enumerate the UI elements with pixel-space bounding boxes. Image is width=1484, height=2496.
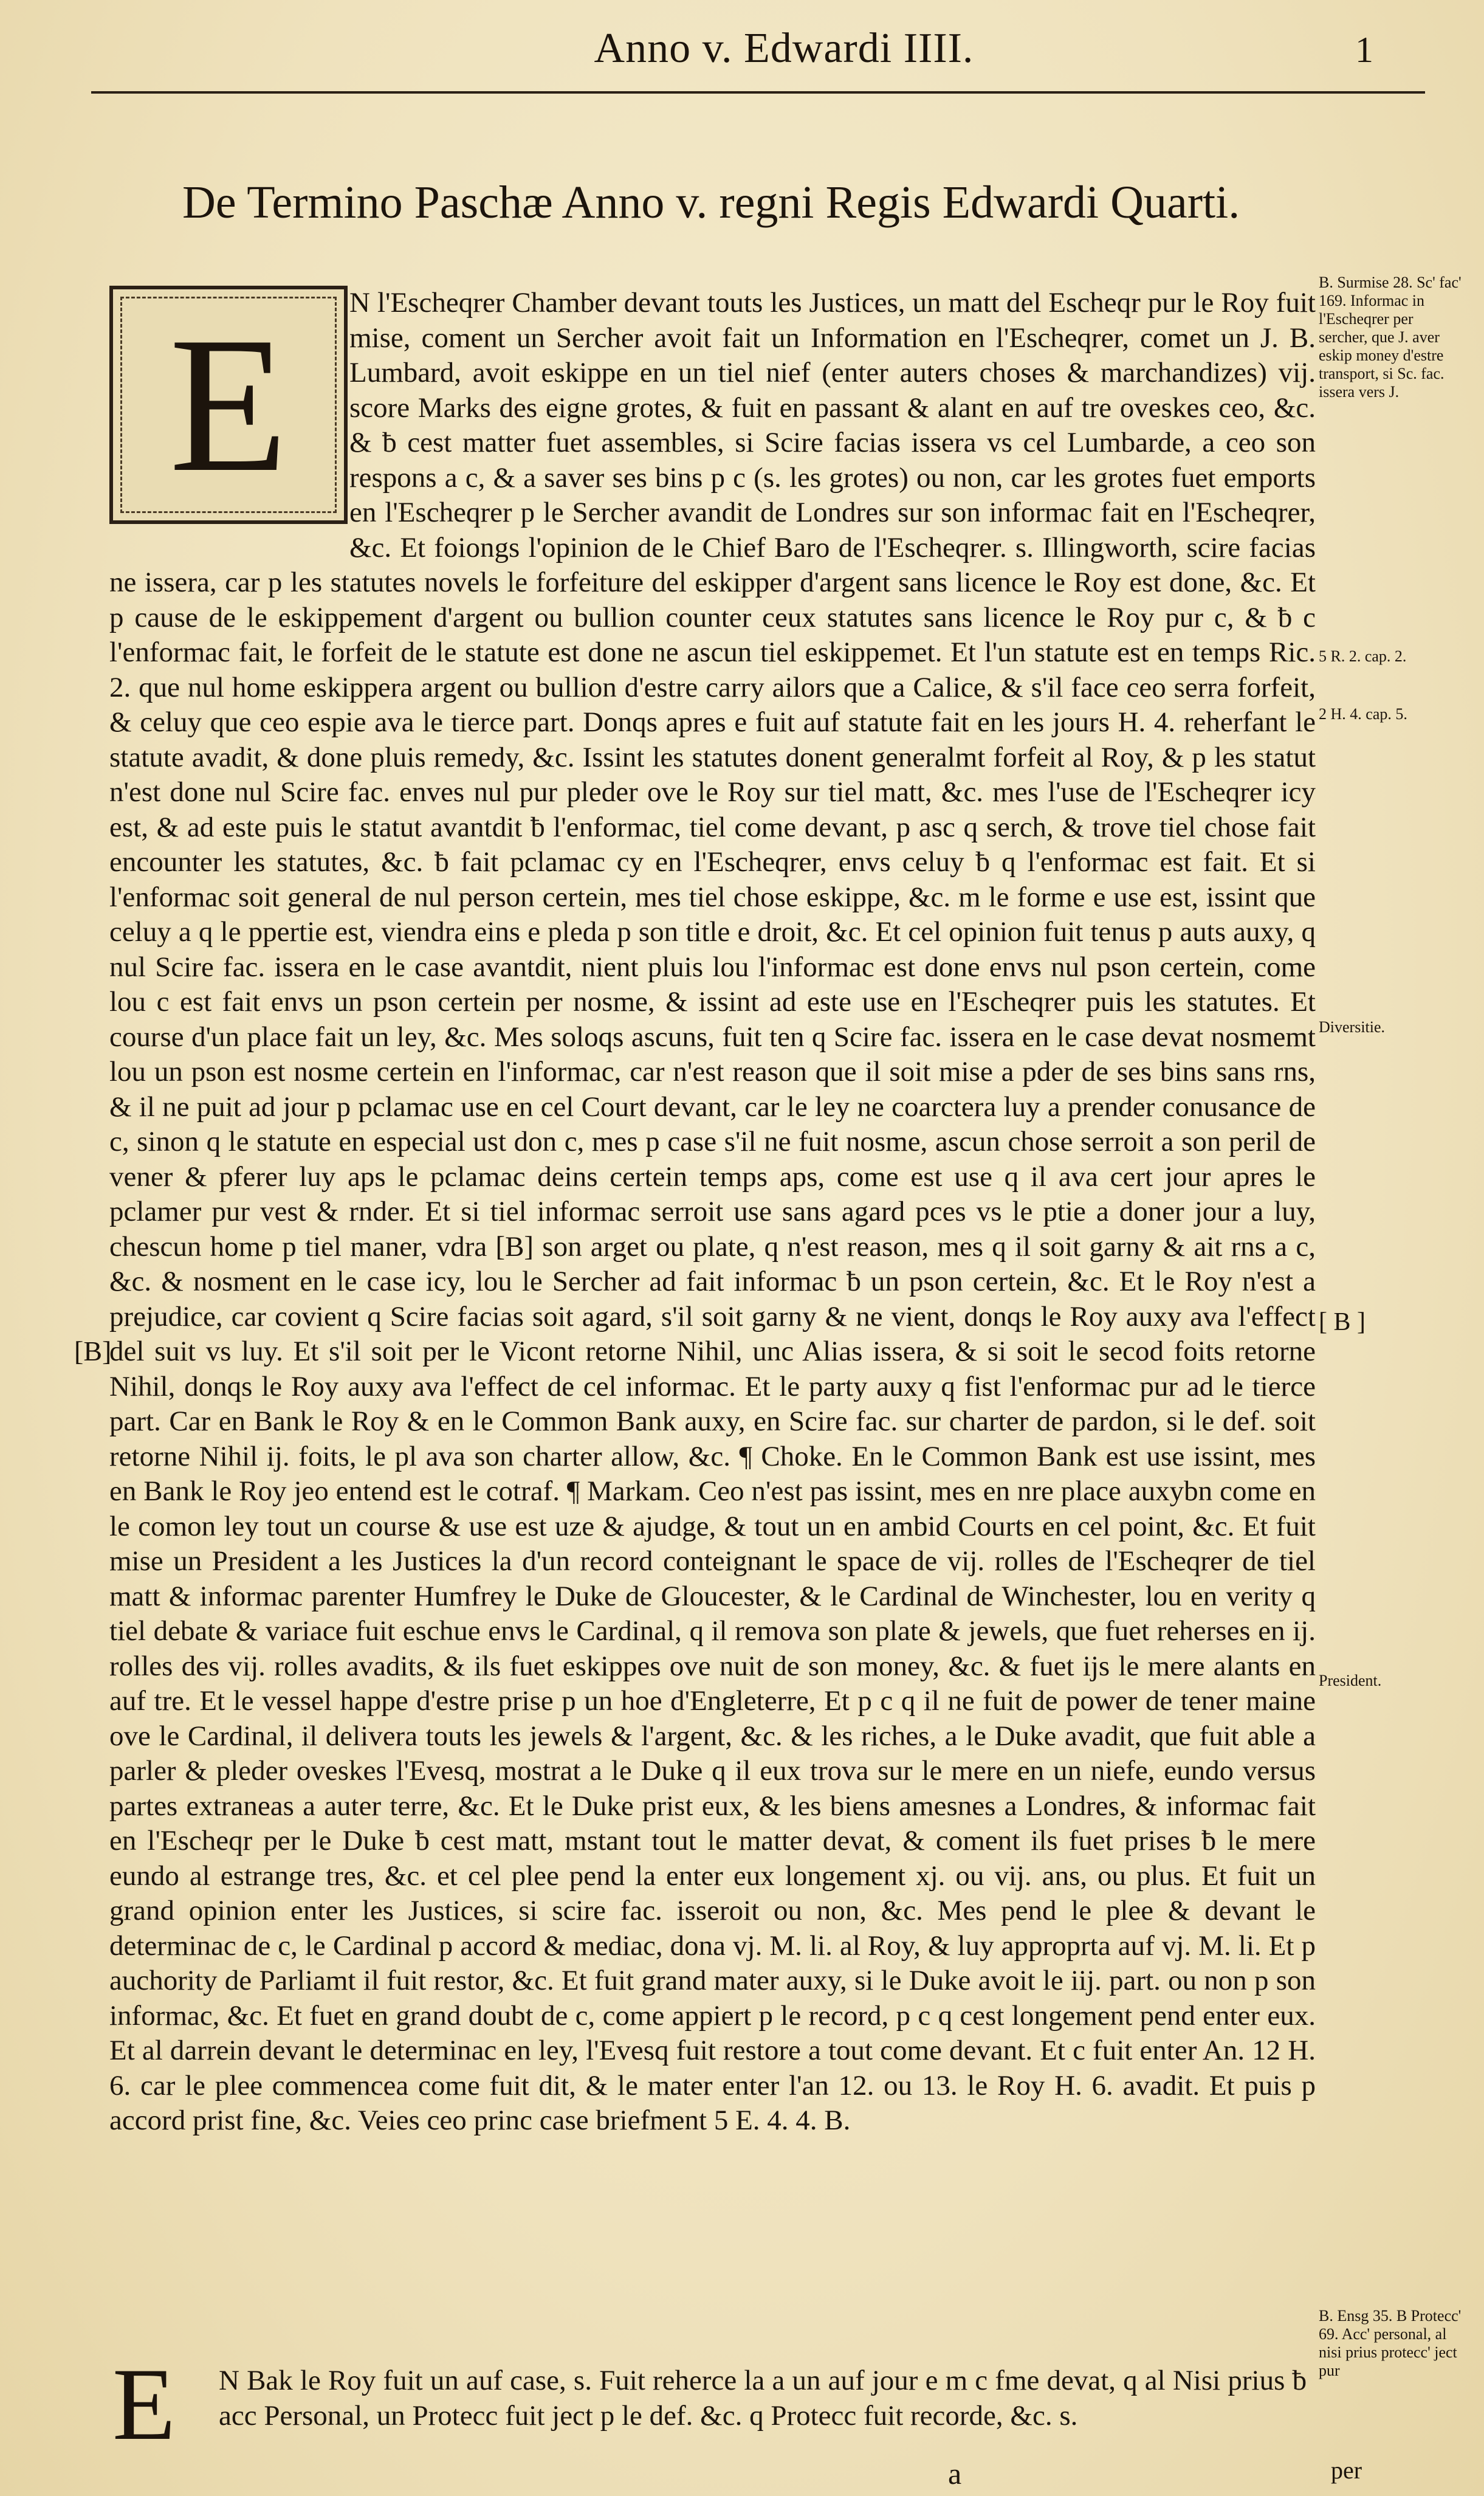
second-paragraph: N Bak le Roy fuit un auf case, s. Fuit reherce la a un auf jour e m c fme devat, q al Nisi prius ƀ acc Personal, un Protecc fuit ject p le def. &c. q Protecc fuit recorde, &c. s. <box>219 2365 1307 2432</box>
second-initial: E <box>112 2347 176 2461</box>
signature-mark: a <box>948 2456 962 2491</box>
margin-note: 2 H. 4. cap. 5. <box>1319 705 1407 723</box>
main-paragraph: N l'Escheqrer Chamber devant touts les Justices, un matt del Escheqr pur le Roy fuit mise, coment un Sercher avoit fait un Information en l'Escheqrer, comet un J. B. Lumbard, avoit eskippe en un tiel nief (enter auters choses & marchandizes) vij. score Marks des eigne grotes, & fuit en passant & alant en auf tre oveskes ceo, &c. & ƀ cest matter fuet assembles, si Scire facias issera vs cel Lumbarde, a ceo son respons a c, & a saver ses bins p c (s. les grotes) ou non, car les grotes fuet emports en l'Escheqrer p le Sercher avandit de Londres sur son informac fait en l'Escheqrer, &c. Et foiongs l'opinion de le Chief Baro de l'Escheqrer. s. Illingworth, scire facias ne issera, car p les statutes novels le forfeiture del eskipper d'argent sans licence le Roy est done, &c. Et p cause de le eskippement d'argent ou bullion counter ceux statutes sans licence le Roy pur c, & ƀ c l'enformac fait, le forfeit de le statute est done ne ascun tiel eskippemet. Et l'un statute est en temps Ric. 2. que nul home eskippera argent ou bullion d'estre carry ailors que a Calice, & s'il face ceo serra forfeit, & celuy que ceo espie ava le tierce part. Donqs apres e fuit auf statute fait en les jours H. 4. reherfant le statute avadit, & done pluis remedy, &c. Issint les statutes donent generalmt forfeit al Roy, & p les statut n'est done nul Scire fac. enves nul pur pleder ove le Roy sur tiel matt, &c. mes l'use de l'Escheqrer icy est, & ad este puis le statut avantdit ƀ l'enformac, tiel come devant, p asc q serch, & trove tiel chose fait encounter les statutes, &c. ƀ fait pclamac cy en l'Escheqrer, envs celuy ƀ q l'enformac est fait. Et si l'enformac soit general de nul person certein, mes tiel chose eskippe, &c. m le forme e use est, issint que celuy a q le ppertie est, viendra eins e pleda p son title e droit, &c. Et cel opinion fuit tenus p auts auxy, q nul Scire fac. issera en le case avantdit, nient pluis lou l'informac est done envs nul pson certein, come lou c est fait envs un pson certein per nosme, & issint ad este use en l'Escheqrer puis les statutes. Et course d'un place fait un ley, &c. Mes soloqs ascuns, fuit ten q Scire fac. issera en le case devat nosmemt lou un pson est nosme certein en l'informac, car n'est reason que il soit mise a pder de ses bins sans rns, & il ne puit ad jour p pclamac use en cel Court devant, car le ley ne coarctera luy a prender conusance de c, sinon q le statute en especial ust don c, mes p case s'il ne fuit nosme, ascun chose serroit a son peril de vener & pferer luy aps le pclamac deins certein temps aps, come est use q il ava cert jour apres le pclamer pur vest & rnder. Et si tiel informac serroit use sans agard pces vs le ptie a doner jour a luy, chescun home p tiel maner, vdra [B] son arget ou plate, q n'est reason, mes q il soit garny & ait rns a c, &c. & nosment en le case icy, lou le Sercher ad fait informac ƀ un pson certein, &c. Et le Roy n'est a prejudice, car covient q Scire facias soit agard, s'il soit garny & ne vient, donqs le Roy auxy ava l'effect del suit vs luy. Et s'il soit per le Vicont retorne Nihil, unc Alias issera, & si soit le secod foits retorne Nihil, donqs le Roy auxy ava l'effect de cel informac. Et le party auxy q fist l'enformac pur ad le tierce part. Car en Bank le Roy & en le Common Bank auxy, en Scire fac. sur charter de pardon, si le def. soit retorne Nihil ij. foits, le pl ava son charter allow, &c. ¶ Choke. En le Common Bank est use issint, mes en Bank le Roy jeo entend est le cotraf. ¶ Markam. Ceo n'est pas issint, mes en nre place auxybn come en le comon ley tout un course & use est uze & ajudge, & tout un en ambid Courts en cel point, &c. Et fuit mise un President a les Justices la d'un record conteignant le space de vij. rolles de l'Escheqrer de tiel matt & informac parenter Humfrey le Duke de Gloucester, & le Cardinal de Winchester, lou en verity q tiel debate & variace fuit eschue envs le Cardinal, q il remova son plate & jewels, que fuet reherses en ij. rolles des vij. rolles avadits, & ils fuet eskippes ove nuit de son money, &c. & fuet ijs le mere alants en auf tre. Et le vessel happe d'estre prise p un hoe d'Engleterre, Et p c q il ne fuit de power de tener maine ove le Cardinal, il delivera touts les jewels & l'argent, &c. & les riches, a le Duke avadit, que fuit able a parler & pleder oveskes l'Evesq, mostrat a le Duke q il eux trova sur le mere en un niefe, eundo versus partes extraneas a auter terre, &c. Et le Duke prist eux, & les biens amesnes a Londres, & informac fait en l'Escheqr per le Duke ƀ cest matt, mstant tout le matter devat, & coment ils fuet prises ƀ le mere eundo al estrange tres, &c. et cel plee pend la enter eux longement xj. ou vij. ans, ou plus. Et fuit un grand opinion enter les Justices, si scire fac. isseroit ou non, &c. Mes pend le plee & devant le determinac de c, le Cardinal p accord & mediac, dona vj. M. li. al Roy, & luy approprta auf vj. M. li. Et p auchority de Parliamt il fuit restor, &c. Et fuit grand mater auxy, si le Duke avoit le iij. part. ou non p son informac, &c. Et fuet en grand doubt de c, come appiert p le record, p c q cest longement pend enter eux. Et al darrein devant le determinac en ley, l'Evesq fuit restore a tout come devant. Et c fuit enter An. 12 H. 6. car le plee commencea come fuit dit, & le mater enter l'an 12. ou 13. le Roy H. 6. avadit. Et puis p accord prist fine, &c. Veies ceo princ case briefment 5 E. 4. 4. B. <box>109 287 1316 2136</box>
margin-note: Diversitie. <box>1319 1018 1386 1036</box>
initial-spacer <box>109 286 349 532</box>
header-rule <box>91 91 1425 94</box>
folio-number: 1 <box>1355 30 1373 70</box>
running-title: Anno v. Edwardi IIII. <box>594 25 974 72</box>
margin-note: B. Ensg 35. B Protecc' 69. Acc' personal, al nisi prius protecc' ject pur <box>1319 2307 1462 2379</box>
margin-note: 5 R. 2. cap. 2. <box>1319 647 1407 665</box>
margin-note: B. Surmise 28. Sc' fac' 169. Informac in l'Escheqrer per sercher, que J. aver eskip money d'estre transport, si Sc. fac. issera vers J. <box>1319 274 1462 401</box>
initial-letter: E <box>169 297 288 512</box>
margin-note: President. <box>1319 1672 1382 1689</box>
section-marker-left: [B] <box>74 1336 112 1367</box>
margin-note: [ B ] <box>1319 1308 1365 1336</box>
main-text-block <box>109 286 1316 2139</box>
catchword: per <box>1331 2456 1362 2484</box>
section-title: De Termino Paschæ Anno v. regni Regis Edwardi Quarti. <box>182 177 1240 228</box>
